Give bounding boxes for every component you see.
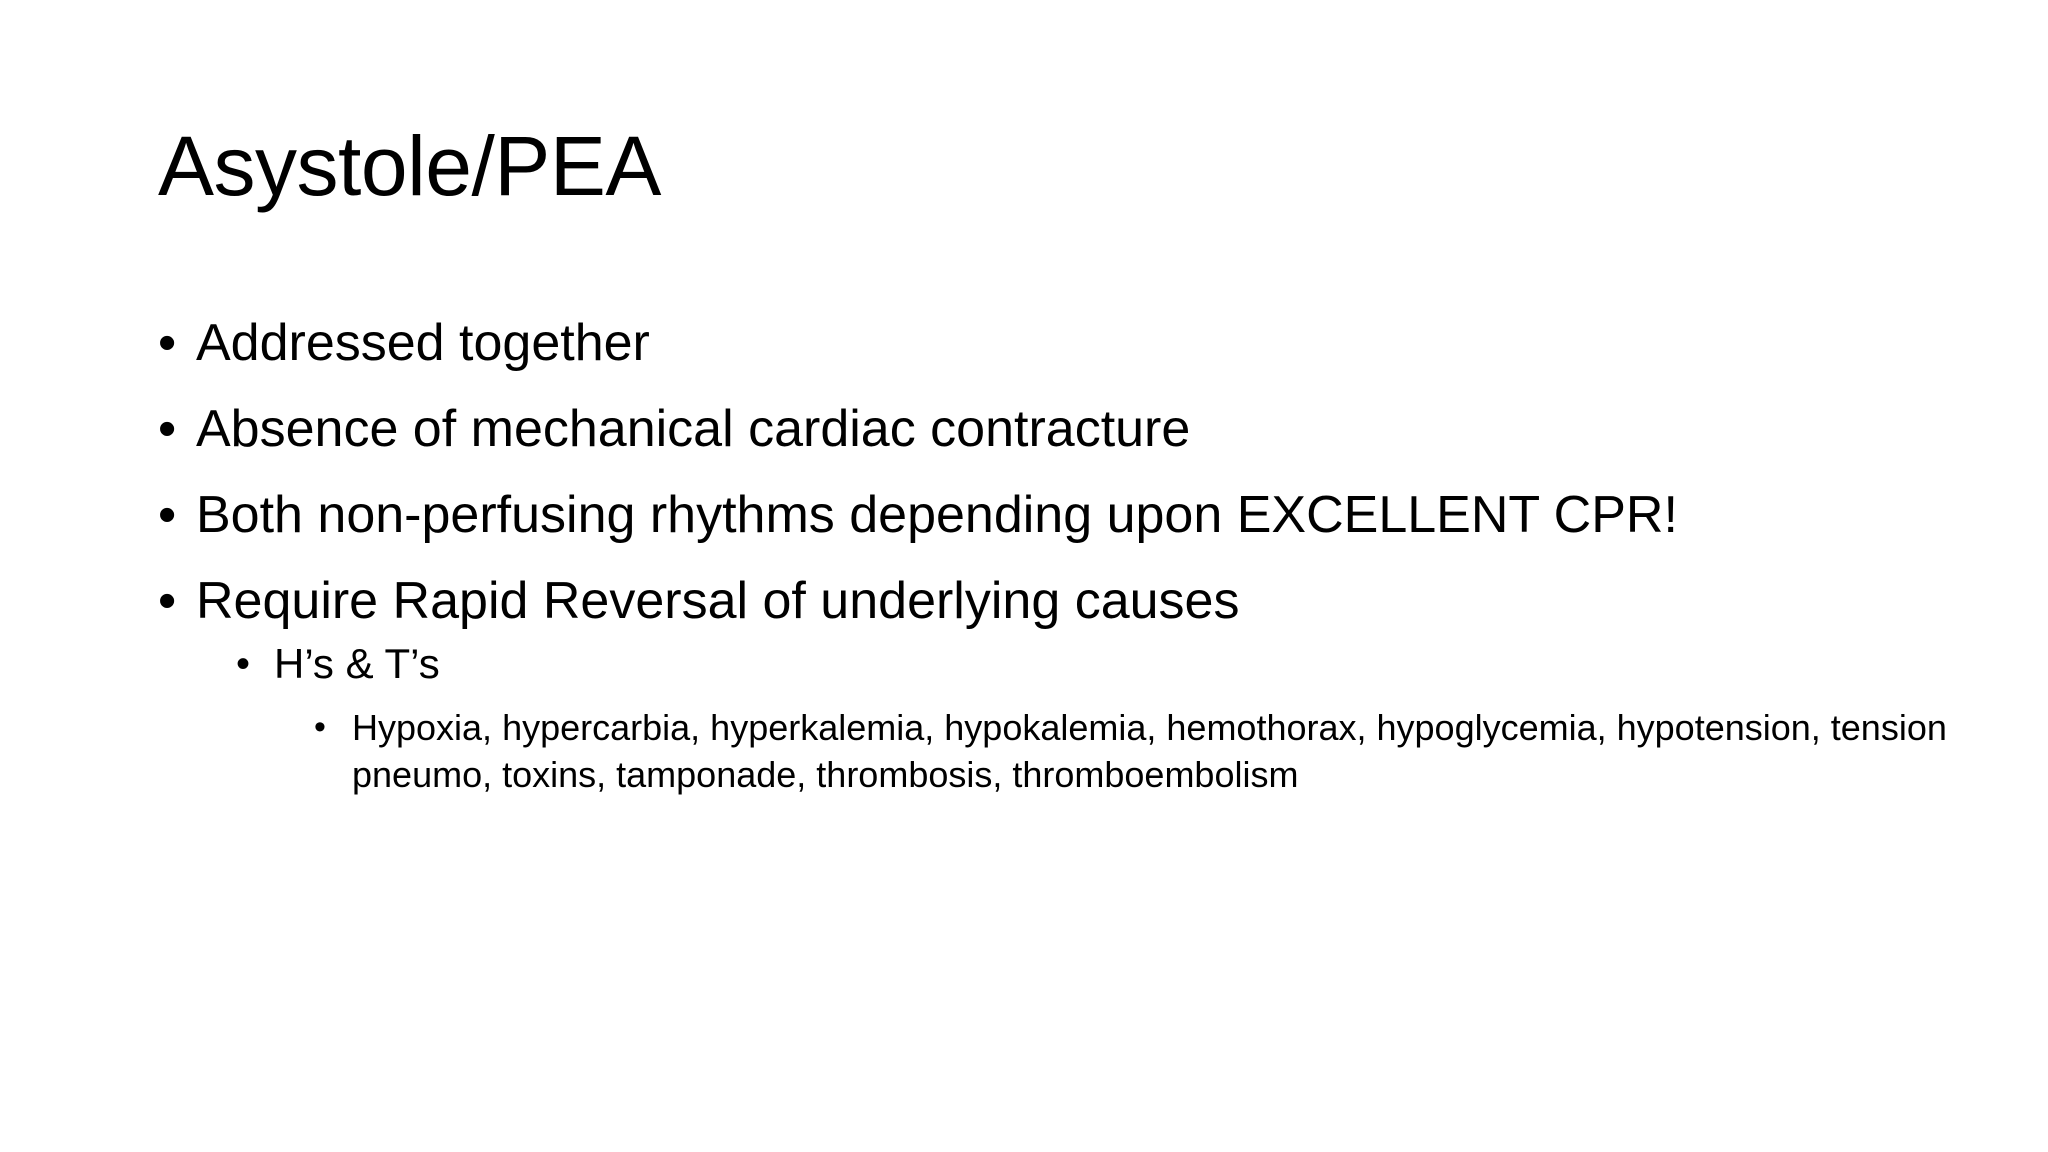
bullet-item [158, 484, 1958, 546]
bullet-dot-icon: • [236, 642, 251, 686]
slide-title: Asystole/PEA [158, 119, 661, 213]
bullet-text: Absence of mechanical cardiac contracture [196, 400, 1191, 458]
sub-bullet-item [236, 638, 1958, 690]
bullet-item [158, 570, 1958, 632]
bullet-text: Addressed together [196, 314, 650, 372]
bullet-text: Require Rapid Reversal of underlying causes [196, 572, 1240, 630]
bullet-dot-icon: • [158, 400, 177, 458]
bullet-dot-icon: • [158, 314, 177, 372]
bullet-dot-icon: • [158, 572, 177, 630]
bullet-text: Both non-perfusing rhythms depending upon EXCELLENT CPR! [196, 486, 1678, 544]
bullet-dot-icon: • [158, 486, 177, 544]
bullet-item [158, 312, 1958, 374]
bullet-item [158, 398, 1958, 460]
sub-sub-bullet-text: Hypoxia, hypercarbia, hyperkalemia, hypokalemia, hemothorax, hypoglycemia, hypotension, tension pneumo, toxins, tamponade, thrombosis, thromboembolism [352, 707, 1947, 795]
bullet-dot-icon: • [314, 708, 326, 746]
sub-sub-bullet-item [314, 704, 1958, 798]
bullet-list [158, 312, 1958, 798]
sub-bullet-text: H’s & T’s [274, 640, 440, 687]
